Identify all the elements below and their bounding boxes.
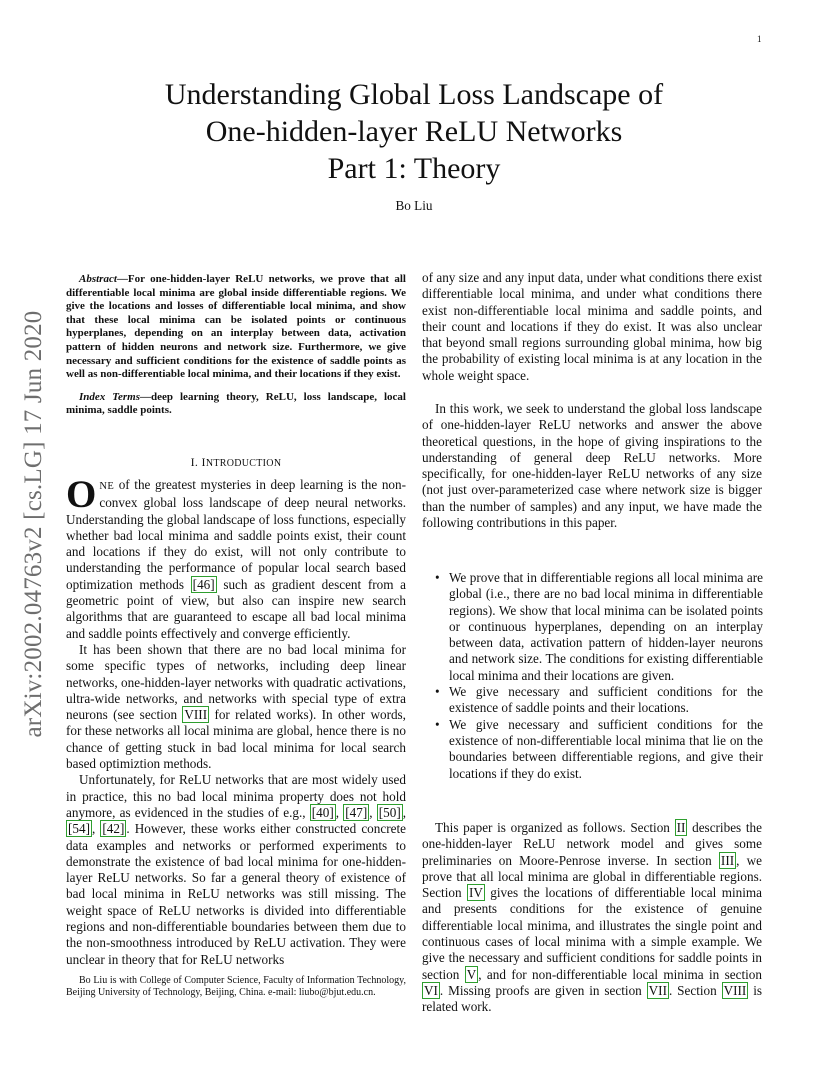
abstract-text: —For one-hidden-layer ReLU networks, we prove that all differentiable local minima are global inside differentiable regions. We give the locations and losses of differentiable local minima, and show that these local minima can be isolated points or continuous hyperplanes, depending on an interplay between data, activation pattern of hidden neurons and network size. Furthermore, we give necessary and sufficient conditions for the existence of saddle points as well as non-differentiable local minima, and their locations if they exist.	[66, 273, 406, 381]
section-link[interactable]: VIII	[184, 707, 208, 723]
section-link[interactable]: VII	[648, 982, 667, 998]
citation-link[interactable]: [54]	[68, 821, 90, 837]
index-terms-text: —deep learning theory, ReLU, loss landscape, local minima, saddle points.	[66, 390, 406, 417]
citation-link[interactable]: [42]	[102, 821, 125, 837]
left-column-body	[66, 473, 407, 968]
index-terms	[66, 391, 406, 418]
right-column-paragraph-2: In this work, we seek to understand the global loss landscape of one-hidden-layer ReLU networks and answer the above theoretical questions, in the hope of giving inspirations to the understanding of general deep ReLU networks. More specifically, for one-hidden-layer ReLU networks of any size (not just over-parameterized case where network size is bigger than the number of samples) and any input, we have made the following contributions in this paper.	[422, 401, 762, 531]
citation-link[interactable]: [50]	[378, 804, 401, 820]
intro-paragraph-2: It has been shown that there are no bad local minima for some specific types of networks, including deep linear networks, one-hidden-layer networks with quadratic activations, ultra-wide networks, and networks with special type of extra neurons (see section VIII for related works). In other words, for these networks all local minima are global, hence there is no chance of getting stuck in bad local minima for local search based optimiztion methods.	[66, 641, 406, 772]
drop-cap: O	[66, 473, 97, 516]
bullet-icon: •	[435, 570, 440, 585]
title-line-3: Part 1: Theory	[327, 152, 501, 185]
list-item: • We give necessary and sufficient conditions for the existence of non-differentiable local minima that lie on the boundaries between differentiable regions, and give their locations if they do exist.	[435, 716, 763, 781]
arxiv-identifier: arXiv:2002.04763v2 [cs.LG] 17 Jun 2020	[20, 310, 47, 738]
list-item: • We prove that in differentiable regions all local minima are global (i.e., there are no bad local minima in differentiable regions). We show that local minima can be isolated points or continuous hyperplanes, depending on an interplay between data, activation pattern of hidden-layer neurons and network size. The conditions for existing differentiable local minima and their locations are given.	[435, 570, 763, 683]
list-item: • We give necessary and sufficient conditions for the existence of saddle points and their locations.	[435, 684, 763, 716]
abstract	[66, 273, 406, 418]
citation-link[interactable]: [47]	[345, 804, 368, 820]
right-column-paragraph-3	[422, 820, 762, 1016]
bullet-icon: •	[435, 684, 440, 700]
contributions-list	[433, 570, 763, 782]
page-number: 1	[757, 34, 762, 44]
citation-link[interactable]: [40]	[311, 804, 334, 820]
section-link[interactable]: II	[676, 820, 686, 835]
footnote: Bo Liu is with College of Computer Science, Faculty of Information Technology, Beijing University of Technology, Beijing, China. e-mail: liubo@bjut.edu.cn.	[66, 975, 406, 999]
intro-paragraph-1: ONE of the greatest mysteries in deep learning is the non-convex global loss landscape of deep neural networks. Understanding the global landscape of loss functions, especially whether bad local minima and saddle points exist, their count and locations if they do exist, will not only contribute to understanding the performance of popular local search based optimization methods [46] such as gradient descent from a geometric point of view, but also can inspire new search algorithms that are guaranteed to escape all bad local minima and saddle points effectively and converge efficiently.	[66, 473, 406, 641]
paper-title	[94, 76, 734, 187]
title-line-2: One-hidden-layer ReLU Networks	[205, 115, 623, 148]
abstract-label: Abstract	[79, 273, 117, 285]
arxiv-stamp	[4, 286, 64, 762]
intro-paragraph-3: Unfortunately, for ReLU networks that are most widely used in practice, this no bad local minima property does not hold anymore, as evidenced in the studies of e.g., [40] , [47] , [50] , [54] , [42] . However, these works either constructed concrete data examples and networks or performed experiments to demonstrate the existence of bad local minima for one-hidden-layer ReLU networks. So far a general theory of existence of bad local minima in ReLU networks was still missing. The weight space of ReLU networks is divided into differentiable regions and non-differentiable boundaries between them due to the non-smoothness introduced by ReLU activation. They were unclear in theory that for ReLU networks	[66, 772, 407, 967]
index-terms-label: Index Terms	[79, 390, 140, 403]
title-line-1: Understanding Global Loss Landscape of	[164, 78, 664, 111]
section-link[interactable]: VIII	[723, 982, 747, 998]
section-link[interactable]: III	[720, 852, 735, 868]
section-heading-introduction: I. INTRODUCTION	[190, 455, 282, 469]
section-link[interactable]: IV	[468, 885, 483, 901]
organization-paragraph: This paper is organized as follows. Section II describes the one-hidden-layer ReLU network model and gives some preliminaries on Moore-Penrose inverse. In section III , we prove that all local minima are global in differentiable regions. Section IV gives the locations of differentiable local minima and presents conditions for the existence of genuine differentiable local minima, and illustrates the single point and continuous cases of local minima with a simple example. We give the necessary and sufficient conditions for saddle points in section V , and for non-differentiable local minima in section VI . Missing proofs are given in section VII . Section VIII is related work.	[422, 820, 762, 1015]
bullet-icon: •	[435, 716, 440, 732]
section-link[interactable]: VI	[424, 982, 438, 998]
right-column-paragraph-1: of any size and any input data, under what conditions there exist differentiable local minima, and under what conditions there exist non-differentiable local minima and saddle points, and their count and locations if they do exist. It was also unclear that beyond small regions surrounding global minima, how big the probability of existing local minima is at any location in the whole weight space.	[422, 270, 762, 383]
abstract-paragraph	[66, 273, 406, 382]
section-link[interactable]: V	[466, 966, 477, 982]
author: Bo Liu	[395, 198, 433, 213]
citation-link[interactable]: [46]	[192, 576, 215, 592]
